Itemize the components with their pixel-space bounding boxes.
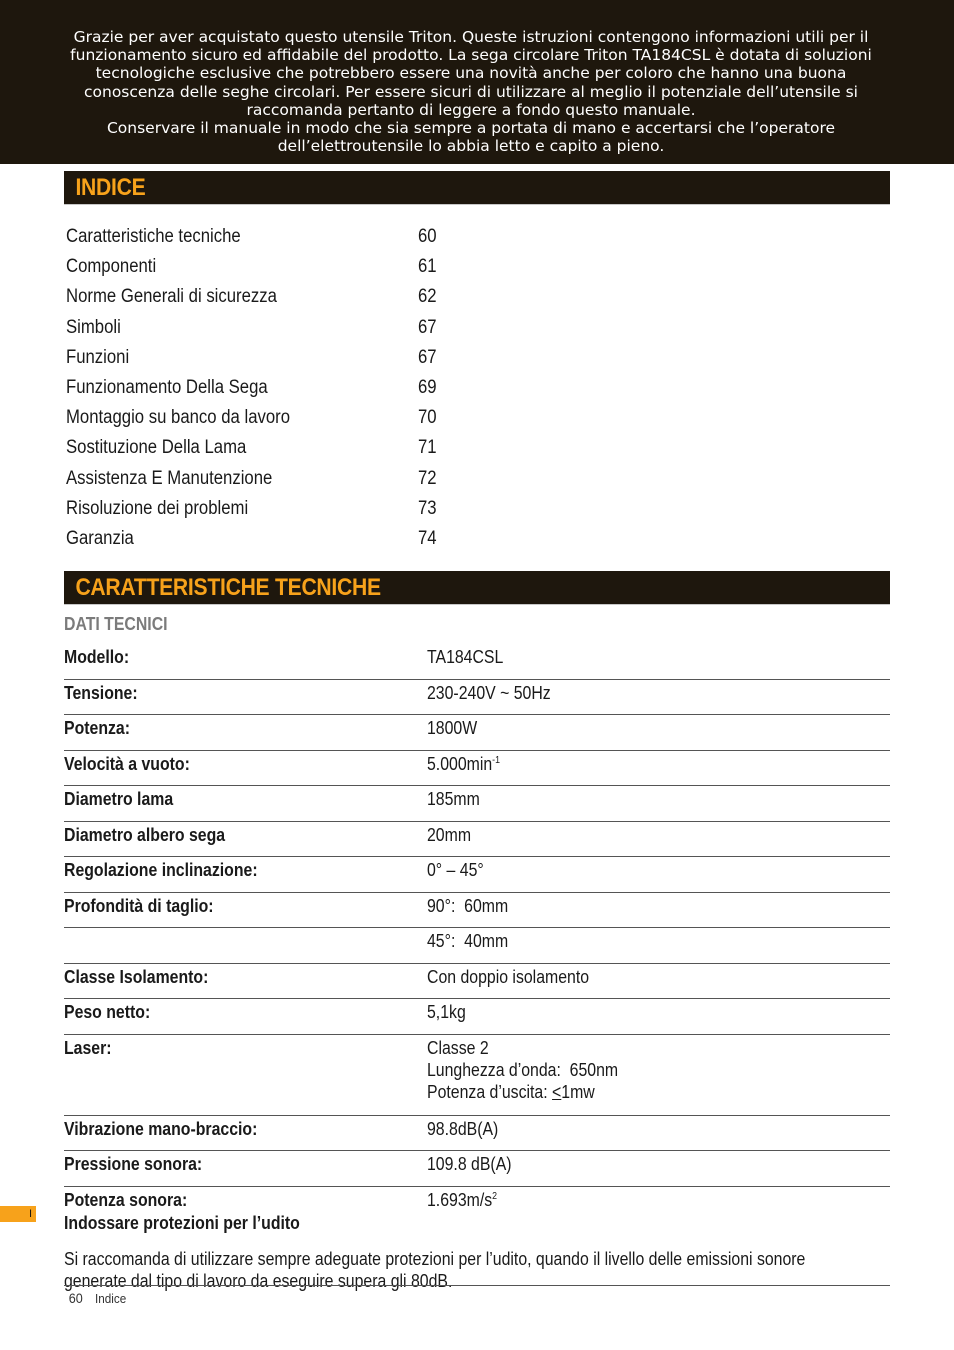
toc-item-label: Simboli xyxy=(66,316,121,338)
toc-item-page: 62 xyxy=(418,286,437,308)
laser-output-value: 1mw xyxy=(561,1081,595,1102)
spec-value: 1800W xyxy=(427,718,478,738)
spec-key: Modello: xyxy=(64,647,130,667)
specs-section-bar xyxy=(64,571,890,605)
intro-paragraph-1: Grazie per aver acquistato questo utensile Triton. Queste istruzioni contengono informazioni utili per il funzionamento sicuro ed affidabile del prodotto. La sega circolare Triton TA184CSL è dotata di soluzioni tecnologiche esclusive che potrebbero essere una novità anche per coloro che hanno una buona conoscenza delle seghe circolari. Per essere sicuri di utilizzare al meglio il potenziale dell’utensile si raccomanda pertanto di leggere a fondo questo manuale. xyxy=(70,28,872,119)
spec-key: Potenza sonora: xyxy=(64,1189,188,1210)
toc-item-page: 73 xyxy=(418,497,437,519)
spec-row-vibrazione xyxy=(64,1116,890,1152)
spec-row-pressione xyxy=(64,1151,890,1187)
laser-class: Classe 2 xyxy=(427,1037,489,1058)
spec-value: 5,1kg xyxy=(427,1002,466,1022)
toc-item-page: 60 xyxy=(418,226,437,247)
intro-banner xyxy=(0,0,954,164)
table-of-contents xyxy=(66,224,486,556)
laser-le-symbol: < xyxy=(552,1081,562,1102)
spec-key: Tensione: xyxy=(64,682,138,703)
toc-item-page: 67 xyxy=(418,346,437,368)
toc-item-label: Sostituzione Della Lama xyxy=(66,437,247,459)
spec-row-velocita xyxy=(64,751,890,787)
toc-item-page: 71 xyxy=(418,437,437,459)
toc-item-label: Funzioni xyxy=(66,346,130,368)
spec-row-profondita xyxy=(64,893,890,929)
index-section-bar xyxy=(64,171,890,205)
toc-item[interactable] xyxy=(66,375,486,405)
hearing-protection-text: Si raccomanda di utilizzare sempre adeguate protezioni per l’udito, quando il livello delle emissioni sonore generate dal tipo di lavoro da eseguire supera gli 80dB. xyxy=(64,1249,806,1291)
toc-item-label: Risoluzione dei problemi xyxy=(66,497,249,519)
spec-value: 185mm xyxy=(427,789,480,809)
intro-paragraph-2: Conservare il manuale in modo che sia sempre a portata di mano e accertarsi che l’operatore dell’elettroutensile lo abbia letto e capito a pieno. xyxy=(106,119,836,156)
spec-key: Laser: xyxy=(64,1037,112,1058)
bottom-divider xyxy=(64,1285,890,1286)
spec-value: 230-240V ~ 50Hz xyxy=(427,682,551,703)
spec-key: Regolazione inclinazione: xyxy=(64,860,258,880)
toc-item-page: 74 xyxy=(418,527,437,549)
specs-title: CARATTERISTICHE TECNICHE xyxy=(75,574,381,601)
toc-item-label: Norme Generali di sicurezza xyxy=(66,286,277,308)
toc-item-page: 61 xyxy=(418,256,437,278)
spec-value-superscript: 2 xyxy=(492,1190,498,1202)
index-title: INDICE xyxy=(75,174,146,201)
spec-row-isolamento xyxy=(64,964,890,1000)
spec-value-text: 5.000min xyxy=(427,753,493,774)
page-number: 60 xyxy=(68,1290,83,1306)
spec-key: Vibrazione mano-braccio: xyxy=(64,1118,258,1139)
toc-item-label: Assistenza E Manutenzione xyxy=(66,467,273,489)
toc-item[interactable] xyxy=(66,435,486,465)
spec-value xyxy=(427,1037,618,1103)
toc-item-page: 70 xyxy=(418,407,437,429)
spec-value: 98.8dB(A) xyxy=(427,1118,499,1139)
spec-row-diametro-albero xyxy=(64,822,890,858)
toc-item-label: Garanzia xyxy=(66,527,134,549)
spec-key: Potenza: xyxy=(64,718,131,738)
toc-item[interactable] xyxy=(66,345,486,375)
spec-value: 0° – 45° xyxy=(427,860,484,880)
spec-key: Profondità di taglio: xyxy=(64,895,214,916)
section-tab-marker: I xyxy=(0,1206,36,1222)
laser-output-label: Potenza d’uscita: xyxy=(427,1081,553,1102)
spec-row-profondita-2 xyxy=(64,928,890,964)
spec-value: 20mm xyxy=(427,824,472,845)
spec-value-superscript: -1 xyxy=(492,754,501,766)
spec-key: Classe Isolamento: xyxy=(64,966,209,987)
specs-subtitle: DATI TECNICI xyxy=(64,614,168,634)
spec-key: Diametro lama xyxy=(64,789,174,809)
spec-key: Velocità a vuoto: xyxy=(64,753,190,774)
spec-key: Diametro albero sega xyxy=(64,824,226,845)
toc-item-label: Caratteristiche tecniche xyxy=(66,226,241,247)
spec-row-laser xyxy=(64,1035,890,1116)
spec-value xyxy=(427,1189,497,1211)
toc-item[interactable] xyxy=(66,254,486,284)
toc-item-label: Funzionamento Della Sega xyxy=(66,376,268,398)
toc-item-label: Montaggio su banco da lavoro xyxy=(66,407,291,429)
spec-row-peso xyxy=(64,999,890,1035)
spec-value: 109.8 dB(A) xyxy=(427,1154,512,1174)
toc-item[interactable] xyxy=(66,496,486,526)
spec-value: 90°: 60mm xyxy=(427,895,509,916)
spec-value xyxy=(427,753,500,775)
toc-item[interactable] xyxy=(66,405,486,435)
specs-table xyxy=(64,644,890,1222)
spec-row-diametro-lama xyxy=(64,786,890,822)
spec-row-inclinazione xyxy=(64,857,890,893)
toc-item-page: 72 xyxy=(418,467,437,489)
hearing-protection-title: Indossare protezioni per l’udito xyxy=(64,1213,300,1233)
laser-wavelength: Lunghezza d’onda: 650nm xyxy=(427,1059,619,1080)
spec-row-tensione xyxy=(64,680,890,716)
page-footer xyxy=(68,1290,130,1306)
toc-item-page: 69 xyxy=(418,376,437,398)
toc-item[interactable] xyxy=(66,284,486,314)
spec-key: Pressione sonora: xyxy=(64,1154,203,1174)
toc-item-page: 67 xyxy=(418,316,437,338)
footer-section-name: Indice xyxy=(95,1291,127,1306)
spec-row-potenza xyxy=(64,715,890,751)
spec-value: Con doppio isolamento xyxy=(427,966,590,987)
spec-value: 45°: 40mm xyxy=(427,931,509,951)
spec-row-modello xyxy=(64,644,890,680)
toc-item[interactable] xyxy=(66,315,486,345)
toc-item[interactable] xyxy=(66,224,486,254)
spec-value: TA184CSL xyxy=(427,647,504,667)
toc-item[interactable] xyxy=(66,466,486,496)
spec-value-text: 1.693m/s xyxy=(427,1189,493,1210)
toc-item-label: Componenti xyxy=(66,256,157,278)
toc-item[interactable] xyxy=(66,526,486,556)
spec-key: Peso netto: xyxy=(64,1002,151,1022)
